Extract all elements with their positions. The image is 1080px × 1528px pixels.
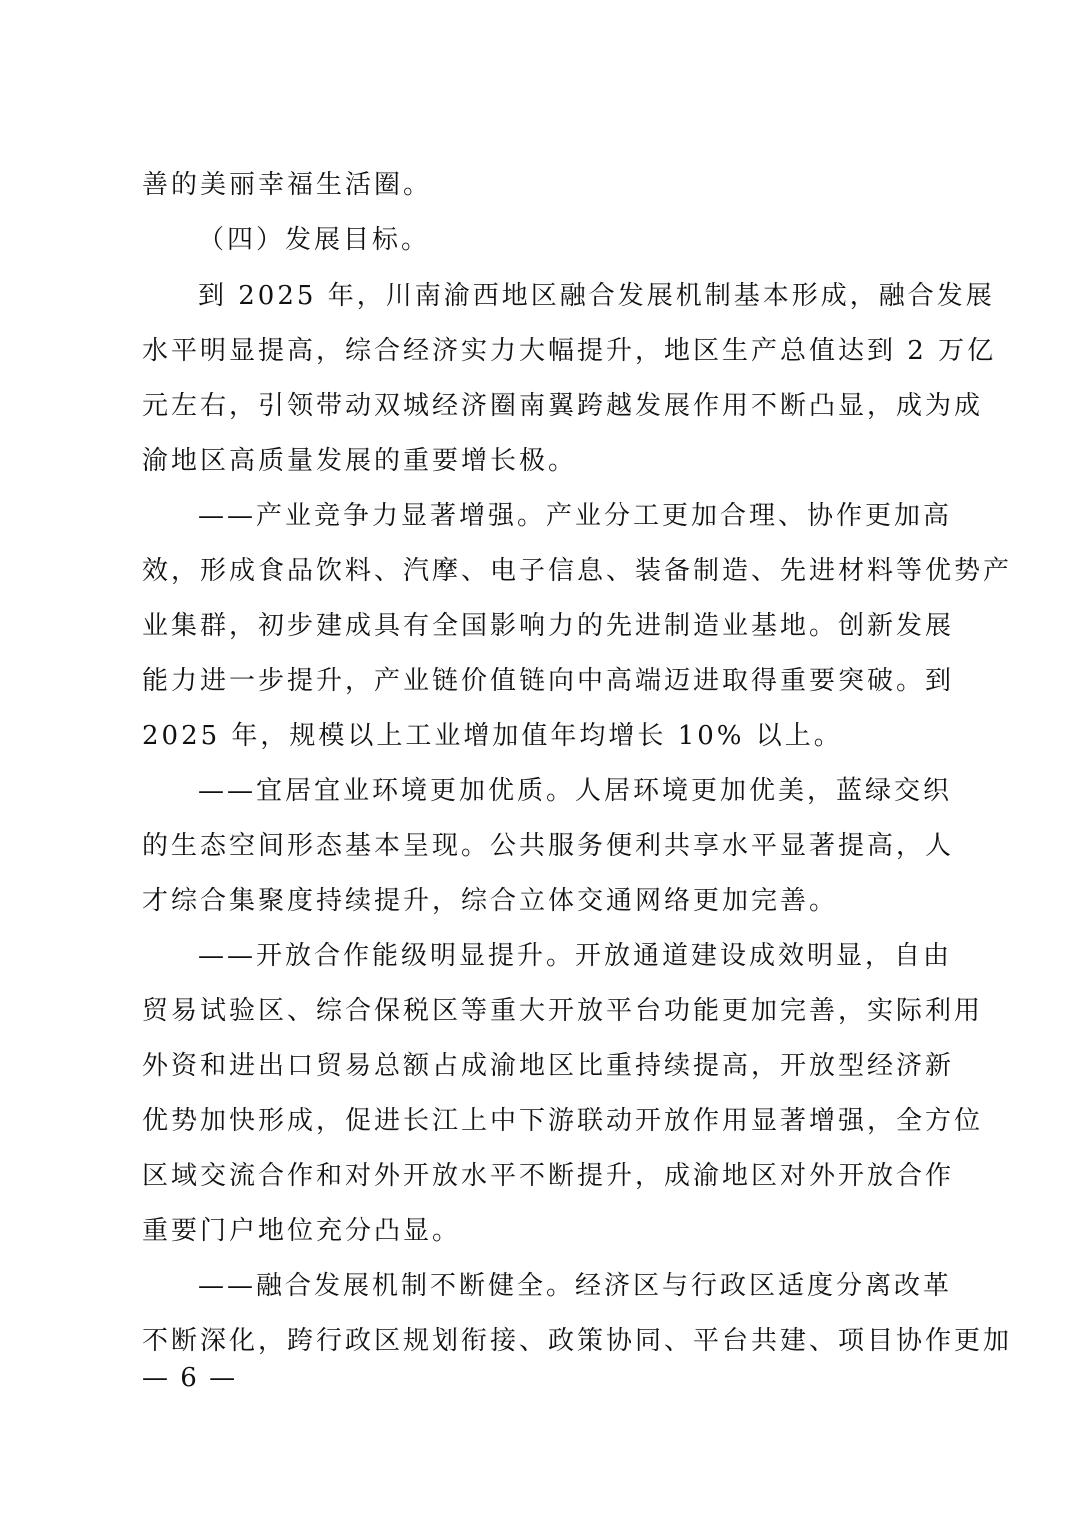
text-line-1: 善的美丽幸福生活圈。 (142, 170, 433, 200)
page-number: — 6 — (142, 1363, 238, 1393)
text-line-16: 贸易试验区、综合保税区等重大开放平台功能更加完善，实际利用 (142, 996, 984, 1026)
text-line-17: 外资和进出口贸易总额占成渝地区比重持续提高，开放型经济新 (142, 1051, 955, 1081)
text-line-14: 才综合集聚度持续提升，综合立体交通网络更加完善。 (142, 886, 839, 916)
text-line-20: 重要门户地位充分凸显。 (142, 1216, 462, 1246)
text-line-18: 优势加快形成，促进长江上中下游联动开放作用显著增强，全方位 (142, 1106, 984, 1136)
text-line-3: 到 2025 年，川南渝西地区融合发展机制基本形成，融合发展 (198, 281, 995, 311)
text-line-8: 效，形成食品饮料、汽摩、电子信息、装备制造、先进材料等优势产 (142, 556, 1013, 586)
text-line-22: 不断深化，跨行政区规划衔接、政策协同、平台共建、项目协作更加 (142, 1326, 1013, 1356)
text-line-15: ——开放合作能级明显提升。开放通道建设成效明显，自由 (198, 941, 953, 971)
text-line-9: 业集群，初步建成具有全国影响力的先进制造业基地。创新发展 (142, 611, 955, 641)
text-line-11: 2025 年，规模以上工业增加值年均增长 10% 以上。 (142, 721, 843, 751)
text-line-10: 能力进一步提升，产业链价值链向中高端迈进取得重要突破。到 (142, 666, 955, 696)
text-line-5: 元左右，引领带动双城经济圈南翼跨越发展作用不断凸显，成为成 (142, 391, 984, 421)
section-heading: （四）发展目标。 (198, 225, 431, 255)
text-line-7: ——产业竞争力显著增强。产业分工更加合理、协作更加高 (198, 501, 953, 531)
text-line-19: 区域交流合作和对外开放水平不断提升，成渝地区对外开放合作 (142, 1161, 955, 1191)
text-line-6: 渝地区高质量发展的重要增长极。 (142, 446, 578, 476)
text-line-13: 的生态空间形态基本呈现。公共服务便利共享水平显著提高，人 (142, 831, 955, 861)
text-line-21: ——融合发展机制不断健全。经济区与行政区适度分离改革 (198, 1271, 953, 1301)
text-line-12: ——宜居宜业环境更加优质。人居环境更加优美，蓝绿交织 (198, 776, 953, 806)
text-line-4: 水平明显提高，综合经济实力大幅提升，地区生产总值达到 2 万亿 (142, 336, 997, 366)
